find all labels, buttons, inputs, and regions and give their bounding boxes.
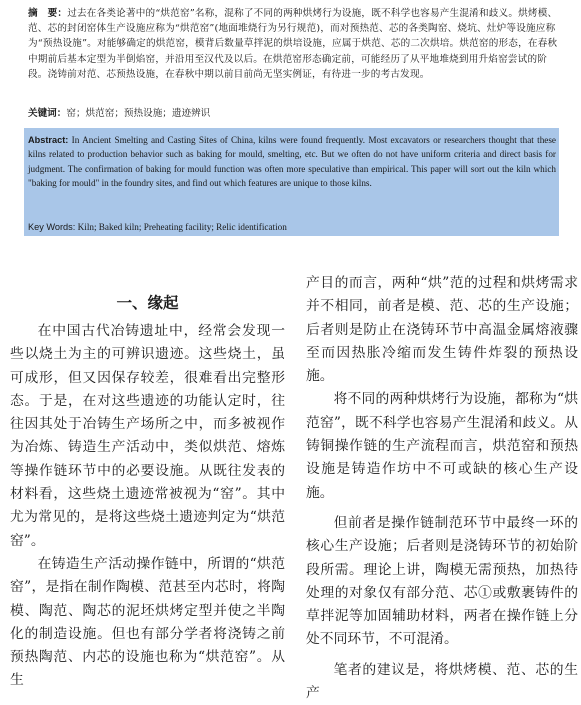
body-right-column <box>306 272 578 705</box>
body-paragraph-5: 笔者的建议是，将烘烤模、范、芯的生产 <box>306 661 578 702</box>
body-paragraph-3: 将不同的两种烘烤行为设施，都称为“烘范窑”，既不科学也容易产生混淆和歧义。从铸铜操作链的生产流程而言，烘范窑和预热设施是铸造作坊中不可或缺的核心生产设施。 <box>306 391 578 501</box>
chinese-keywords <box>28 107 558 121</box>
english-abstract <box>28 133 556 190</box>
body-paragraph-4: 但前者是操作链制范环节中最终一环的核心生产设施；后者则是浇铸环节的初始阶段所需。理论上讲，陶模无需预热，加热待处理的对象仅有部分范、芯①或敷裹铸件的草拌泥等加固辅助材料，两者在操作链上分处不同环节，不可混淆。 <box>306 514 578 648</box>
body-paragraph-2: 在铸造生产活动操作链中，所谓的“烘范窑”，是指在制作陶模、范甚至内芯时，将陶模、陶范、陶芯的泥坯烘烤定型并使之半陶化的制造设施。但也有部分学者将浇铸之前预热陶范、内芯的设施也称为“烘范窑”。从生 <box>10 555 285 689</box>
chinese-abstract-text: 过去在各类论著中的“烘范窑”名称，混称了不同的两种烘烤行为设施，既不科学也容易产生混淆和歧义。烘烤模、范、芯的封闭窑体生产设施应称为“烘范窑”(地面堆烧行为另行规范)，而对预热范、芯的各类陶窑、烧坑、灶炉等设施应称为“预热设施”。对能够确定的烘范窑，模背后数量草拌泥的烘培设施，应属于烘范、芯的二次烘培。烘范窑的形态，在春秋中期前后基本定型为半倒焰窑，并沿用至汉代及以后。在烘范窑形态确定前，可能经历了从平地堆烧到用升焰窑尝试的阶段。浇铸前对范、芯预热设施，在春秋中期以前目前尚无坚实例证，有待进一步的考古发现。 <box>28 8 558 80</box>
chinese-abstract-label: 摘 要： <box>28 8 68 19</box>
section-heading: 一、缘起 <box>116 294 179 312</box>
chinese-abstract <box>28 6 558 82</box>
chinese-keywords-label: 关键词： <box>28 108 67 119</box>
body-left-column <box>10 320 285 693</box>
body-paragraph-2-continued: 产目的而言，两种“烘”范的过程和烘烤需求并不相同，前者是模、范、芯的生产设施；后者则是防止在浇铸环节中高温金属熔液骤至而因热胀冷缩而发生铸件炸裂的预热设施。 <box>306 275 578 385</box>
english-abstract-text: In Ancient Smelting and Casting Sites of China, kilns were found frequently. Most excavators or researchers thought that these kilns related to production behavior such as baking for mould, smelting, etc. But we often do not have uniform criteria and direct basis for judgment. The confirmation of baking for mould function was often more speculative than empirical. This paper will sort out the kiln which "baking for mould" in the foundry sites, and find out which features are unique to those kilns. <box>28 135 557 188</box>
english-abstract-label: Abstract: <box>28 135 69 145</box>
english-keywords-label: Key Words: <box>28 222 76 232</box>
body-paragraph-1: 在中国古代冶铸遗址中，经常会发现一些以烧土为主的可辨识遗迹。这些烧土，虽可成形，但又因保存较差，很难看出完整形态。于是，在对这些遗迹的功能认定时，往往因其处于冶铸生产场所之中，而多被视作为冶炼、铸造生产活动中，类似烘范、熔炼等操作链环节中的必要设施。从既往发表的材料看，这些烧土遗迹常被视为“窑”。其中尤为常见的，是将这些烧土遗迹判定为“烘范窑”。 <box>10 323 285 549</box>
english-keywords <box>28 220 556 234</box>
english-keywords-text: Kiln; Baked kiln; Preheating facility; Relic identification <box>77 222 287 232</box>
chinese-keywords-text: 窑；烘范窑；预热设施；遗迹辨识 <box>66 108 211 119</box>
